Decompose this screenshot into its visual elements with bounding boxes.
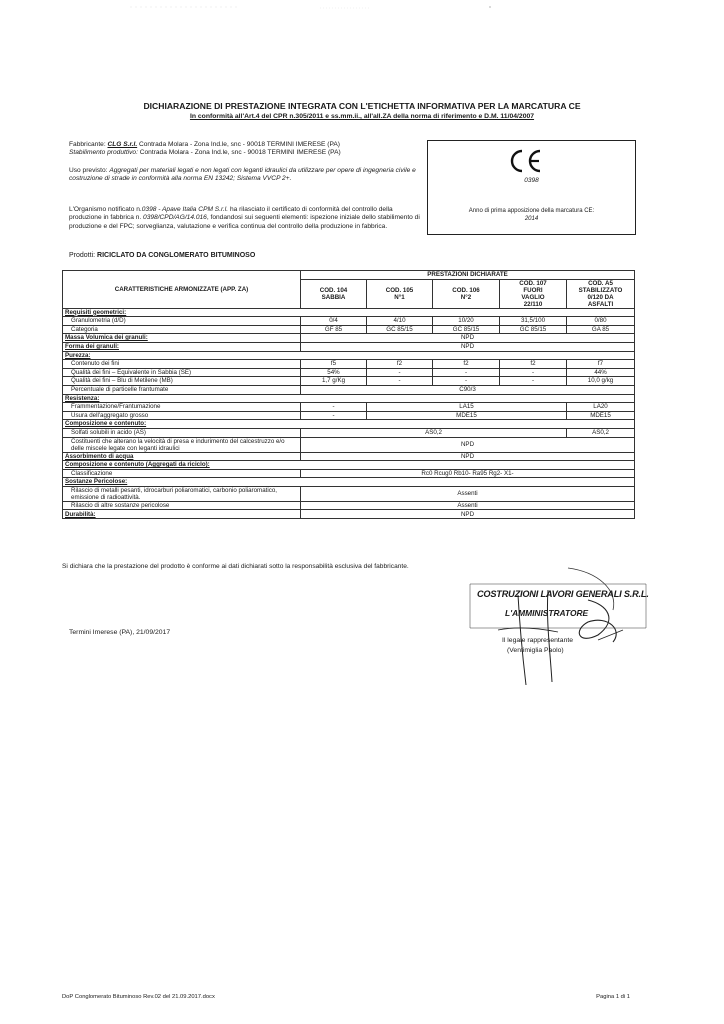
signer-name: (Ventimiglia Paolo) bbox=[507, 647, 564, 654]
table-cell: LA15 bbox=[367, 403, 567, 412]
row-label: Granulometria (d/D) bbox=[63, 317, 301, 326]
table-row bbox=[63, 308, 635, 317]
section-composizione: Composizione e contenuto: bbox=[63, 420, 635, 429]
row-label: Categoria bbox=[63, 325, 301, 334]
table-row bbox=[63, 437, 635, 452]
manufacturer-label: Fabbricante: bbox=[69, 141, 108, 148]
notified-middle: ha rilasciato il certificato di conformità del controllo della produzione in fabbrica n. bbox=[69, 206, 393, 222]
manufacturer-address: Contrada Molara - Zona Ind.le, snc - 90018 TERMINI IMERESE (PA) bbox=[137, 141, 340, 148]
table-row bbox=[63, 360, 635, 369]
ce-year-label: Anno di prima apposizione della marcatura CE: bbox=[468, 208, 595, 214]
document-title: DICHIARAZIONE DI PRESTAZIONE INTEGRATA CON L'ETICHETTA INFORMATIVA PER LA MARCATURA CE bbox=[143, 101, 581, 111]
table-cell: LA20 bbox=[567, 403, 635, 412]
table-cell: AS0,2 bbox=[301, 428, 567, 437]
row-label: Percentuale di particelle frantumate bbox=[63, 385, 301, 394]
table-cell: NPD bbox=[301, 334, 635, 343]
column-header-104: COD. 104 SABBIA bbox=[301, 279, 367, 308]
table-row bbox=[63, 420, 635, 429]
notified-body-name: 0398 - Apave Italia CPM S.r.l. bbox=[141, 206, 229, 213]
table-row bbox=[63, 377, 635, 386]
document-subtitle: In conformità all'Art.4 del CPR n.305/2011 e ss.mm.ii., all'all.ZA della norma di riferimento e D.M. 11/04/2007 bbox=[189, 113, 535, 120]
manufacturer-line bbox=[69, 141, 421, 149]
row-label: Durabilità: bbox=[63, 510, 301, 519]
table-row bbox=[63, 510, 635, 519]
table-row bbox=[63, 385, 635, 394]
ce-mark-icon bbox=[506, 147, 546, 175]
table-row bbox=[63, 325, 635, 334]
table-cell: 31,5/100 bbox=[500, 317, 567, 326]
row-label: Qualità dei fini – Equivalente in Sabbia (SE) bbox=[63, 368, 301, 377]
table-row bbox=[63, 334, 635, 343]
table-cell: - bbox=[500, 368, 567, 377]
table-cell: C90/3 bbox=[301, 385, 635, 394]
notified-prefix: L'Organismo notificato n. bbox=[69, 206, 142, 213]
plant-address: Contrada Molara - Zona Ind.le, snc - 90018 TERMINI IMERESE (PA) bbox=[137, 149, 341, 157]
plant-label: Stabilimento produttivo: bbox=[69, 149, 138, 157]
row-label: Classificazione bbox=[63, 469, 301, 478]
table-cell: - bbox=[301, 411, 367, 420]
table-cell: MDE15 bbox=[367, 411, 567, 420]
table-cell: f2 bbox=[367, 360, 433, 369]
table-cell: AS0,2 bbox=[567, 428, 635, 437]
table-cell: - bbox=[433, 377, 500, 386]
table-cell: GC 85/15 bbox=[367, 325, 433, 334]
table-cell: GA 85 bbox=[567, 325, 635, 334]
manufacturer-name: CLG S.r.l. bbox=[107, 141, 138, 148]
table-cell: 10/20 bbox=[433, 317, 500, 326]
section-requisiti-geometrici: Requisiti geometrici: bbox=[63, 308, 635, 317]
table-row bbox=[63, 461, 635, 470]
table-row bbox=[63, 452, 635, 461]
table-cell: f2 bbox=[500, 360, 567, 369]
notified-body-block bbox=[69, 206, 421, 231]
table-cell: NPD bbox=[301, 452, 635, 461]
declaration-text: Si dichiara che la prestazione del prodotto è conforme ai dati dichiarati sotto la responsabilità esclusiva del fabbricante. bbox=[62, 563, 409, 570]
column-header-106: COD. 106 N°2 bbox=[433, 279, 500, 308]
manufacturer-block bbox=[69, 141, 421, 158]
row-label: Costituenti che alterano la velocità di presa e indurimento del calcestruzzo e/o delle miscele legate con leganti idraulici bbox=[63, 437, 301, 452]
table-row bbox=[63, 501, 635, 510]
table-cell: f2 bbox=[433, 360, 500, 369]
intended-use-text: Aggregati per materiali legati e non legati con leganti idraulici da utilizzare per opere di ingegneria civile e costruzione di strade in conformità alla norma EN 13242; Sistema VVCP 2+. bbox=[69, 167, 416, 183]
place-and-date: Termini Imerese (PA), 21/09/2017 bbox=[69, 629, 171, 636]
row-label: Qualità dei fini – Blu di Metilene (MB) bbox=[63, 377, 301, 386]
table-cell: 4/10 bbox=[367, 317, 433, 326]
ce-year: 2014 bbox=[524, 216, 539, 222]
table-header-row bbox=[63, 271, 635, 280]
plant-line bbox=[69, 149, 421, 157]
footer-page-number: Pagina 1 di 1 bbox=[596, 994, 630, 1000]
column-header-107: COD. 107 FUORI VAGLIO 22/110 bbox=[500, 279, 567, 308]
table-cell: - bbox=[433, 368, 500, 377]
table-cell: 54% bbox=[301, 368, 367, 377]
scan-artifact bbox=[120, 4, 620, 12]
table-cell: Rc0 Rcug0 Rb10- Ra95 Rg2- X1- bbox=[301, 469, 635, 478]
table-row bbox=[63, 351, 635, 360]
certificate-number: 0398/CPD/AG/14.016 bbox=[143, 214, 207, 222]
row-label: Rilascio di metalli pesanti, idrocarburi poliaromatici, carbonio poliaromatico, emissione di radioattività. bbox=[63, 486, 301, 501]
table-cell: - bbox=[367, 377, 433, 386]
ce-marking-box bbox=[427, 140, 636, 235]
ce-notified-number: 0398 bbox=[524, 177, 539, 184]
table-cell: 0/80 bbox=[567, 317, 635, 326]
product-name: RICICLATO DA CONGLOMERATO BITUMINOSO bbox=[97, 252, 256, 259]
row-label: Usura dell'aggregato grosso bbox=[63, 411, 301, 420]
table-row bbox=[63, 403, 635, 412]
product-line bbox=[69, 252, 255, 259]
table-row bbox=[63, 478, 635, 487]
performance-table bbox=[62, 270, 635, 519]
table-cell: - bbox=[301, 403, 367, 412]
row-label: Frammentazione/Frantumazione bbox=[63, 403, 301, 412]
table-cell: f7 bbox=[567, 360, 635, 369]
row-label: Assorbimento di acqua bbox=[63, 452, 301, 461]
notified-suffix: , fondandosi sui seguenti elementi: ispezione iniziale dello stabilimento di produzione e del FPC; sorveglianza, valutazione e verifica continua del controllo della produzione in fabbrica. bbox=[69, 214, 420, 230]
table-cell: - bbox=[367, 368, 433, 377]
section-resistenza: Resistenza: bbox=[63, 394, 635, 403]
table-cell: GC 85/15 bbox=[433, 325, 500, 334]
product-label: Prodotti: bbox=[69, 252, 98, 259]
table-cell: NPD bbox=[301, 437, 635, 452]
table-cell: Assenti bbox=[301, 501, 635, 510]
intended-use-label: Uso previsto: bbox=[69, 167, 110, 174]
table-row bbox=[63, 411, 635, 420]
row-label: Contenuto dei fini bbox=[63, 360, 301, 369]
table-row bbox=[63, 317, 635, 326]
table-cell: 0/4 bbox=[301, 317, 367, 326]
row-label: Rilascio di altre sostanze pericolose bbox=[63, 501, 301, 510]
table-cell: NPD bbox=[301, 342, 635, 351]
table-cell: 10,0 g/kg bbox=[567, 377, 635, 386]
performance-header: PRESTAZIONI DICHIARATE bbox=[301, 271, 635, 280]
table-cell: MDE15 bbox=[567, 411, 635, 420]
table-row bbox=[63, 486, 635, 501]
table-cell: 1,7 g/Kg bbox=[301, 377, 367, 386]
table-cell: GC 85/15 bbox=[500, 325, 567, 334]
stamp-role: L'AMMINISTRATORE bbox=[505, 608, 589, 618]
signature-stamp-graphic bbox=[448, 560, 648, 690]
footer-filename: DoP Conglomerato Bituminoso Rev.02 del 21.09.2017.docx bbox=[62, 994, 215, 1000]
table-row bbox=[63, 394, 635, 403]
row-label: Forma dei granuli: bbox=[63, 342, 301, 351]
column-header-a5: COD. A5 STABILIZZATO 0/120 DA ASFALTI bbox=[567, 279, 635, 308]
characteristics-header: CARATTERISTICHE ARMONIZZATE (APP. ZA) bbox=[63, 271, 301, 309]
intended-use-block bbox=[69, 167, 421, 184]
row-label: Solfati solubili in acido (AS) bbox=[63, 428, 301, 437]
section-sostanze-pericolose: Sostanze Pericolose: bbox=[63, 478, 635, 487]
row-label: Massa Volumica dei granuli: bbox=[63, 334, 301, 343]
table-cell: GF 85 bbox=[301, 325, 367, 334]
table-cell: 44% bbox=[567, 368, 635, 377]
section-riciclo: Composizione e contenuto (Aggregati da riciclo): bbox=[63, 461, 635, 470]
table-row bbox=[63, 368, 635, 377]
table-cell: Assenti bbox=[301, 486, 635, 501]
table-cell: f5 bbox=[301, 360, 367, 369]
table-row bbox=[63, 469, 635, 478]
section-purezza: Purezza: bbox=[63, 351, 635, 360]
column-header-105: COD. 105 N°1 bbox=[367, 279, 433, 308]
company-stamp: COSTRUZIONI LAVORI GENERALI S.R.L. bbox=[477, 589, 649, 599]
table-cell: NPD bbox=[301, 510, 635, 519]
table-row bbox=[63, 428, 635, 437]
table-row bbox=[63, 342, 635, 351]
signer-title: Il legale rappresentante bbox=[502, 637, 574, 644]
table-cell: - bbox=[500, 377, 567, 386]
